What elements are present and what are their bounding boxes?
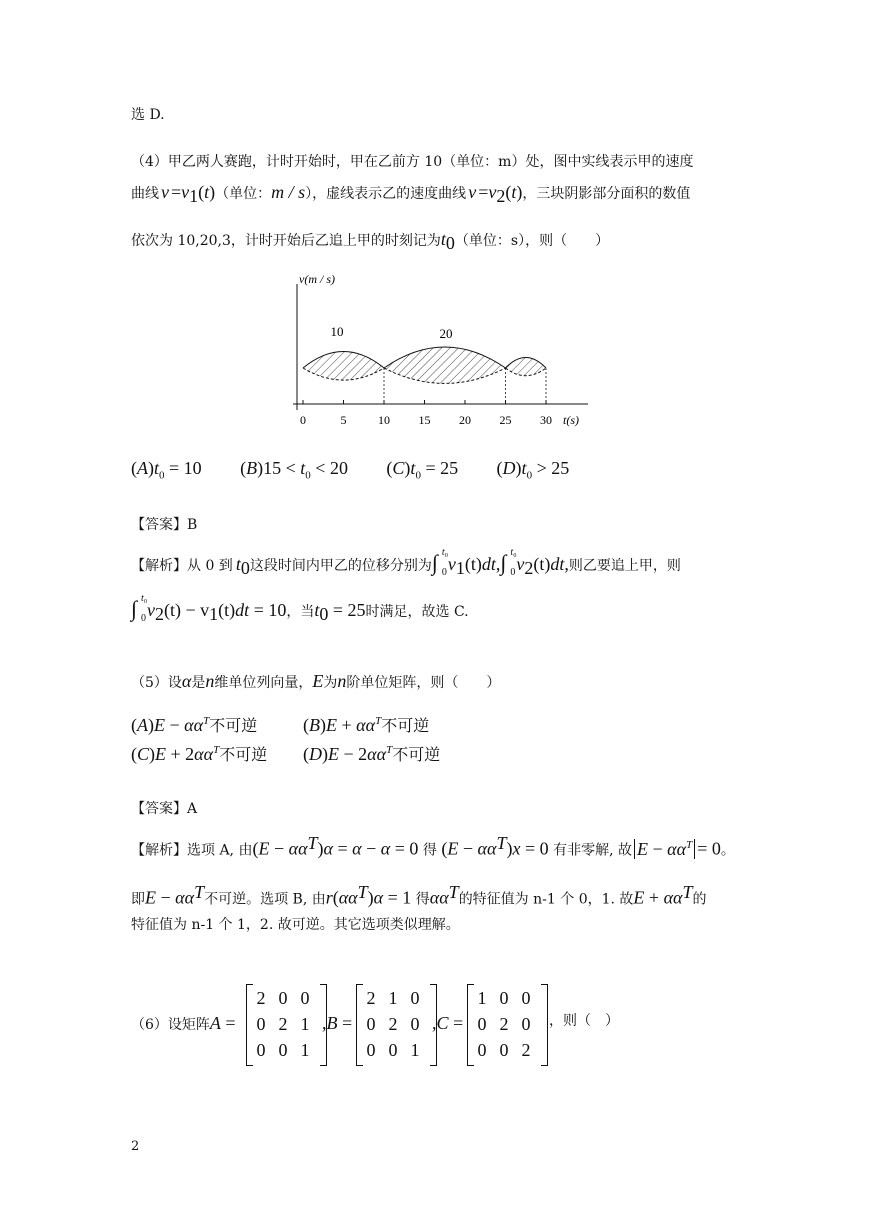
matrix-cell: 0 xyxy=(410,988,420,1008)
matrix-cell: 0 xyxy=(388,1040,398,1060)
x-tick-label: 20 xyxy=(459,413,471,427)
matrix-c xyxy=(467,984,549,1066)
x-tick-label: 0 xyxy=(300,413,306,427)
matrix-cell: 0 xyxy=(366,1040,376,1060)
shaded-region xyxy=(303,352,384,381)
prev-answer: 选 D. xyxy=(131,107,165,123)
q5-analysis-line3: 特征值为 n-1 个 1，2. 故可逆。其它选项类似理解。 xyxy=(131,917,460,933)
solid-curve-v1 xyxy=(506,358,547,369)
x-axis-label: t(s) xyxy=(563,413,579,427)
q4-line2: 曲线 $v =v_1(t)$（单位：m / s），虚线表示乙的速度曲线 $v =v_2(t)$，三块阴影部分面积的数值 xyxy=(131,182,691,206)
q5-question: （5）设α是n维单位列向量，E为n阶单位矩阵，则（ ） xyxy=(131,671,501,691)
dashed-curve-v2 xyxy=(384,368,506,383)
q6-suffix: ，则（ ） xyxy=(549,1013,619,1029)
q5-option-d: $(D)E - 2\alpha\alpha^T$不可逆 xyxy=(303,744,441,764)
q4-analysis-line2: ∫ 0 t₀ $v_2(t) - v_1(t)dt = 10$，当$t_0 = 25$时满足，故选 C. xyxy=(131,593,469,624)
matrix-bracket-left xyxy=(356,984,363,1066)
area-label-20: 20 xyxy=(439,326,453,341)
matrix-cell: 1 xyxy=(410,1040,420,1060)
solid-curve-v1 xyxy=(384,347,506,368)
matrix-cell: 0 xyxy=(256,1014,266,1034)
q5-analysis-line1: 【解析】选项 A, 由$(E - \alpha\alpha^T)\alpha = \alpha - \alpha = 0$ 得 $(E - \alpha\alpha^T)x = 0$ 有非零解, 故 $E - \alpha\alpha^T = 0$。 xyxy=(131,833,735,859)
matrix-cell: 1 xyxy=(388,988,398,1008)
matrix-cell: 0 xyxy=(521,988,531,1008)
matrix-cell: 2 xyxy=(278,1014,288,1034)
q6-comma-b: ,B = xyxy=(322,1013,353,1033)
q4-options: $(A)t_0 = 10$ $(B)15 < t_0 < 20$ $(C)t_0 = 25$ $(D)t_0 > 25$ xyxy=(131,458,570,482)
matrix-cell: 2 xyxy=(499,1014,509,1034)
q5-option-b: $(B)E + \alpha\alpha^T$不可逆 xyxy=(303,715,430,735)
q5-analysis-line2: 即$E - \alpha\alpha^T$不可逆。选项 B, 由$r(\alpha\alpha^T)\alpha = 1$ 得$\alpha\alpha^T$的特征值为 n-1 个 0，1. 故$E + \alpha\alpha^T$的 xyxy=(131,882,707,908)
matrix-cell: 2 xyxy=(256,988,266,1008)
matrix-cell: 0 xyxy=(256,1040,266,1060)
matrix-cell: 0 xyxy=(366,1014,376,1034)
q4-line3: 依次为 10,20,3，计时开始后乙追上甲的时刻记为$t_0$（单位：s），则（ ） xyxy=(131,229,610,253)
matrix-cell: 0 xyxy=(300,988,310,1008)
matrix-cell: 0 xyxy=(278,988,288,1008)
dashed-curve-v2 xyxy=(303,368,384,380)
q5-option-c: $(C)E + 2\alpha\alpha^T$不可逆 xyxy=(131,744,268,764)
shaded-region xyxy=(384,347,506,383)
page-number: 2 xyxy=(131,1139,140,1154)
q5-option-a: $(A)E - \alpha\alpha^T$不可逆 xyxy=(131,715,258,735)
x-tick-label: 25 xyxy=(499,413,512,427)
matrix-cell: 0 xyxy=(521,1014,531,1034)
shaded-region xyxy=(506,358,547,376)
solid-curve-v1 xyxy=(303,352,384,369)
matrix-bracket-right xyxy=(541,984,548,1066)
matrix-cell: 2 xyxy=(388,1014,398,1034)
x-tick-label: 15 xyxy=(418,413,431,427)
x-tick-label: 10 xyxy=(378,413,390,427)
q4-answer: 【答案】B xyxy=(131,517,198,533)
matrix-cell: 2 xyxy=(366,988,376,1008)
matrix-cell: 2 xyxy=(521,1040,531,1060)
matrix-b xyxy=(356,984,438,1066)
matrix-bracket-left xyxy=(246,984,253,1066)
matrix-cell: 0 xyxy=(499,1040,509,1060)
matrix-cell: 0 xyxy=(499,988,509,1008)
matrix-cell: 0 xyxy=(278,1040,288,1060)
q4-analysis-line1: 【解析】从 0 到 $t_0$这段时间内甲乙的位移分别为∫ 0 t₀ $v_1(t)dt,\int$ 0 t₀ $v_2(t)dt$,则乙要追上甲，则 xyxy=(131,547,681,578)
matrix-bracket-left xyxy=(467,984,474,1066)
matrix-cell: 1 xyxy=(477,988,487,1008)
q6-comma-c: ,C = xyxy=(432,1013,464,1033)
x-tick-label: 30 xyxy=(540,413,552,427)
matrix-cell: 1 xyxy=(300,1040,310,1060)
matrix-a xyxy=(246,984,328,1066)
area-label-10: 10 xyxy=(330,324,344,339)
dashed-curve-v2 xyxy=(506,368,547,376)
q4-line1: （4）甲乙两人赛跑，计时开始时，甲在乙前方 10（单位：m）处，图中实线表示甲的速度 xyxy=(131,154,694,170)
y-axis-label: v(m / s) xyxy=(299,272,335,286)
matrix-cell: 1 xyxy=(300,1014,310,1034)
matrix-cell: 0 xyxy=(477,1014,487,1034)
matrix-cell: 0 xyxy=(410,1014,420,1034)
q5-answer: 【答案】A xyxy=(131,801,198,817)
x-tick-label: 5 xyxy=(340,413,347,427)
q6-prefix: （6）设矩阵A = xyxy=(131,1013,236,1033)
matrix-cell: 0 xyxy=(477,1040,487,1060)
